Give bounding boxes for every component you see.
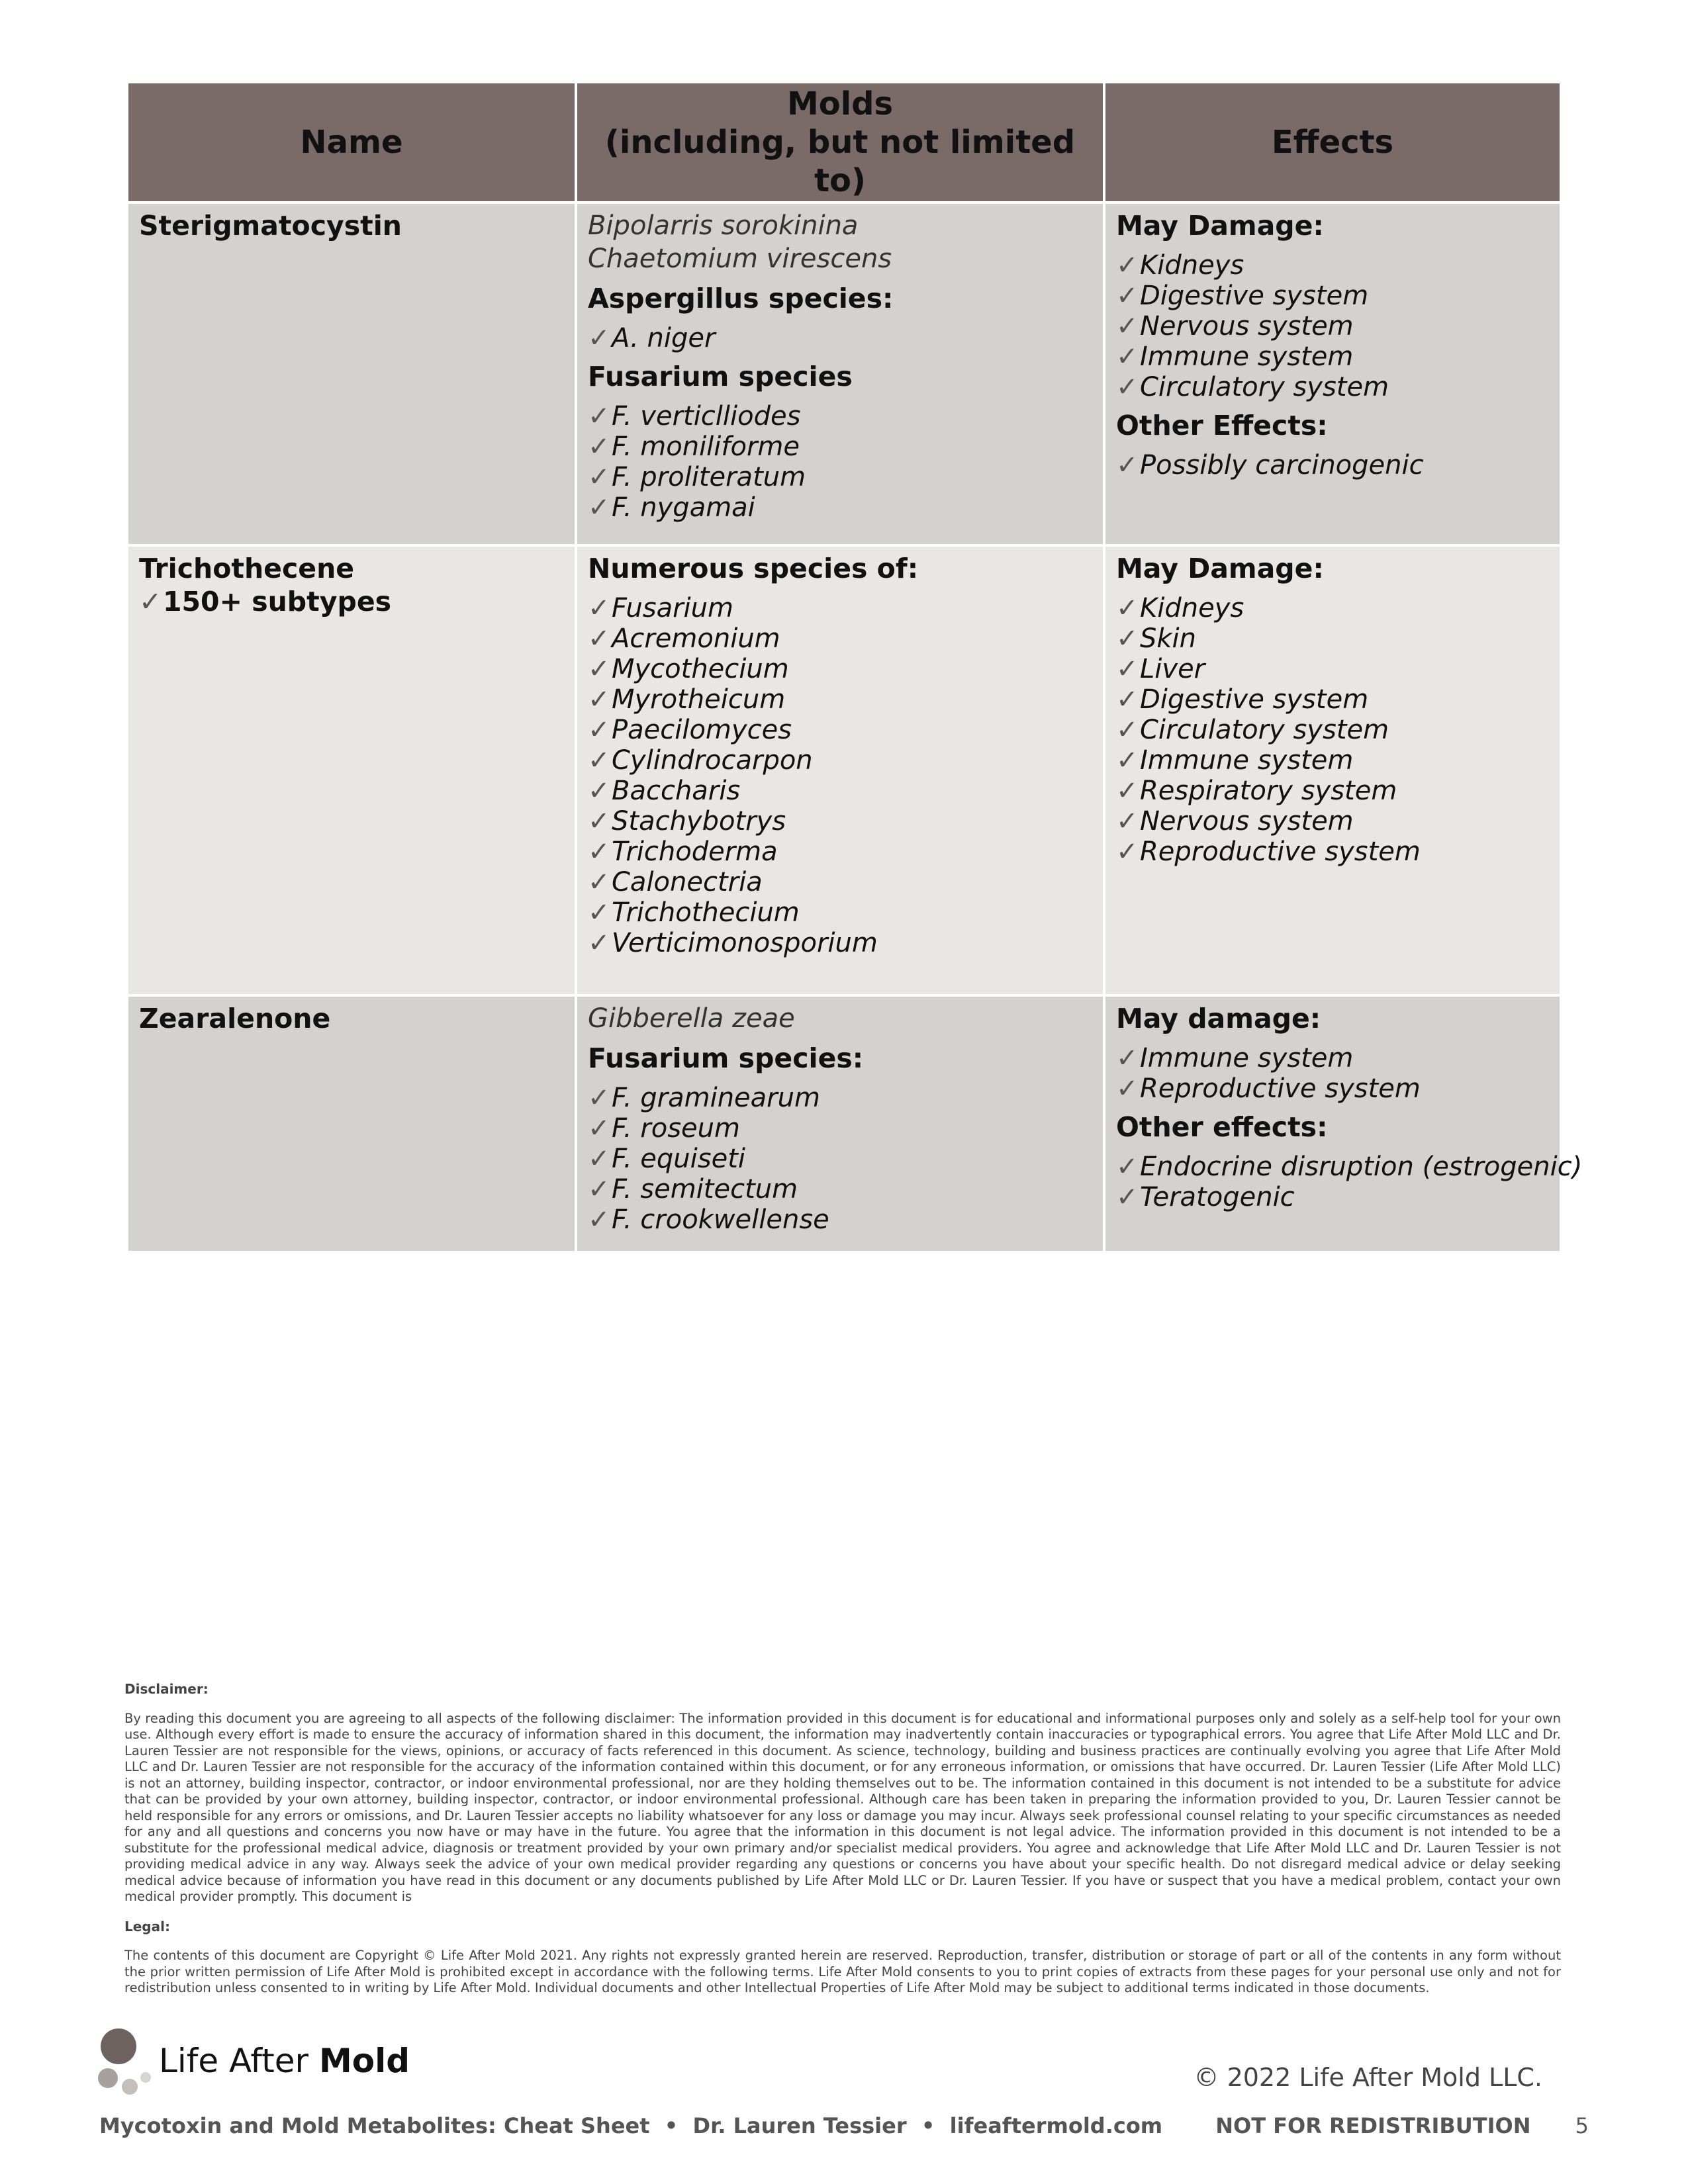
table-header-row — [127, 82, 1561, 203]
page-number: 5 — [1575, 2113, 1589, 2138]
check-icon: ✓ — [588, 593, 610, 623]
check-icon: ✓ — [1116, 1073, 1139, 1104]
check-icon: ✓ — [1116, 715, 1139, 745]
list-item: ✓Digestive system — [1116, 684, 1369, 715]
copyright-notice: © 2022 Life After Mold LLC. — [1194, 2063, 1542, 2092]
mycotoxin-name: Trichothecene — [139, 553, 355, 584]
list-item: ✓Reproductive system — [1116, 837, 1421, 867]
mold-name: Bipolarris sorokinina — [588, 210, 859, 241]
disclaimer-label: Disclaimer: — [124, 1681, 209, 1697]
list-item: ✓F. proliteratum — [588, 462, 806, 492]
check-icon: ✓ — [588, 323, 610, 353]
list-item: ✓Skin — [1116, 623, 1197, 654]
list-item: ✓F. verticlliodes — [588, 401, 801, 432]
check-icon: ✓ — [588, 654, 610, 684]
check-icon: ✓ — [1116, 745, 1139, 776]
group-heading: Numerous species of: — [588, 553, 919, 584]
list-item: ✓Stachybotrys — [588, 806, 786, 837]
redistribution-notice: NOT FOR REDISTRIBUTION — [1215, 2113, 1531, 2138]
cell-name — [127, 545, 576, 995]
mycotoxin-name: Sterigmatocystin — [139, 210, 402, 242]
disclaimer-text: By reading this document you are agreeing to all aspects of the following disclaimer: The information provided in this document is for educational and informational purposes only and solely as a self-help tool for your own use. Although every effort is made to ensure the accuracy of information shared in this document, the information may inadvertently contain inaccuracies or typographical errors. You agree that Life After Mold LLC and Dr. Lauren Tessier are not responsible for the views, opinions, or accuracy of facts referenced in this document. As science, technology, building and business practices are continually evolving you agree that Life After Mold LLC and Dr. Lauren Tessier are not responsible for the accuracy of the information contained within this document, or for any erroneous information, or omissions that have occurred. Dr. Lauren Tessier (Life After Mold LLC) is not an attorney, building inspector, contractor, or indoor environmental professional, nor are they holding themselves out to be. The information contained in this document is not intended to be a substitute for advice that can be provided by your own attorney, building inspector, contractor, or indoor environmental professional. Although care has been taken in preparing the information provided to you, Dr. Lauren Tessier cannot be held responsible for any errors or omissions, and Dr. Lauren Tessier accepts no liability whatsoever for any loss or damage you may incur. Always seek professional counsel relating to your specific circumstances as needed for any and all questions and concerns you now have or may have in the future. You agree that the information in this document is not legal advice. The information provided in this document is not intended to be a substitute for the professional medical advice, diagnosis or treatment provided by your own primary and/or specialist medical providers. You agree and acknowledge that Life After Mold LLC and Dr. Lauren Tessier is not providing medical advice in any way. Always seek the advice of your own medical provider regarding any questions or concerns you have about your specific health. Do not disregard medical advice or delay seeking medical advice because of information you have read in this document or any documents published by Life After Mold LLC or Dr. Lauren Tessier. If you have or suspect that you have a medical problem, contact your own medical provider promptly. This document is — [124, 1710, 1561, 1904]
mold-name: Chaetomium virescens — [588, 244, 892, 274]
mycotoxin-subtypes: ✓150+ subtypes — [139, 586, 392, 617]
logo-dot-icon — [98, 2068, 118, 2088]
mycotoxin-name: Zearalenone — [139, 1003, 331, 1034]
cell-effects — [1104, 545, 1561, 995]
list-item: ✓F. equiseti — [588, 1144, 745, 1174]
footer-credits — [99, 2113, 1162, 2138]
list-item: ✓Fusarium — [588, 593, 733, 623]
group-heading: Other effects: — [1116, 1111, 1328, 1143]
footer-separator: • — [921, 2113, 935, 2138]
footer-author: Dr. Lauren Tessier — [692, 2113, 907, 2138]
check-icon: ✓ — [1116, 1152, 1139, 1182]
header-effects: Effects — [1104, 82, 1561, 203]
brand-wordmark: Life After Mold — [159, 2042, 410, 2080]
table-row — [127, 203, 1561, 545]
check-icon: ✓ — [1116, 341, 1139, 372]
check-icon: ✓ — [588, 715, 610, 745]
list-item: ✓Myrotheicum — [588, 684, 786, 715]
check-icon: ✓ — [139, 586, 162, 617]
list-item: ✓Nervous system — [1116, 806, 1354, 837]
group-heading: May damage: — [1116, 1003, 1321, 1034]
table-row — [127, 995, 1561, 1252]
check-icon: ✓ — [588, 806, 610, 837]
header-name: Name — [127, 82, 576, 203]
list-item: ✓Verticimonosporium — [588, 928, 878, 958]
mycotoxin-table — [126, 81, 1583, 1253]
mold-name: Gibberella zeae — [588, 1003, 795, 1034]
check-icon: ✓ — [588, 1174, 610, 1205]
check-icon: ✓ — [1116, 654, 1139, 684]
list-item: ✓F. crookwellense — [588, 1205, 829, 1235]
list-item: ✓Teratogenic — [1116, 1182, 1295, 1212]
check-list — [588, 1083, 1092, 1235]
check-icon: ✓ — [588, 623, 610, 654]
header-molds — [576, 82, 1104, 203]
group-heading: May Damage: — [1116, 210, 1324, 242]
list-item: ✓F. graminearum — [588, 1083, 820, 1113]
list-item: ✓Immune system — [1116, 745, 1354, 776]
check-icon: ✓ — [588, 492, 610, 523]
table-row — [127, 545, 1561, 995]
list-item: ✓Cylindrocarpon — [588, 745, 813, 776]
header-molds-subtitle: (including, but not limited to) — [604, 124, 1076, 199]
footer-site-link[interactable]: lifeaftermold.com — [949, 2113, 1163, 2138]
group-heading: Fusarium species: — [588, 1042, 864, 1074]
check-icon: ✓ — [588, 1083, 610, 1113]
list-item: ✓Kidneys — [1116, 593, 1244, 623]
list-item: ✓F. roseum — [588, 1113, 740, 1144]
list-item: ✓Nervous system — [1116, 311, 1354, 341]
list-item: ✓Baccharis — [588, 776, 741, 806]
check-icon: ✓ — [1116, 1043, 1139, 1073]
check-list — [1116, 250, 1549, 402]
group-heading: May Damage: — [1116, 553, 1324, 584]
check-icon: ✓ — [588, 776, 610, 806]
list-item: ✓Reproductive system — [1116, 1073, 1421, 1104]
list-item: ✓Digestive system — [1116, 281, 1369, 311]
footer-right — [1215, 2113, 1589, 2138]
list-item: ✓Circulatory system — [1116, 715, 1389, 745]
list-item: ✓Trichothecium — [588, 897, 800, 928]
list-item: ✓F. semitectum — [588, 1174, 798, 1205]
list-item: ✓A. niger — [588, 323, 716, 353]
list-item: ✓Circulatory system — [1116, 372, 1389, 402]
check-icon: ✓ — [588, 1205, 610, 1235]
check-list — [1116, 1152, 1583, 1212]
list-item: ✓Immune system — [1116, 1043, 1354, 1073]
list-item: ✓Immune system — [1116, 341, 1354, 372]
group-heading: Aspergillus species: — [588, 283, 894, 314]
footer-title: Mycotoxin and Mold Metabolites: Cheat Sheet — [99, 2113, 650, 2138]
check-icon: ✓ — [1116, 776, 1139, 806]
cell-name — [127, 203, 576, 545]
page-footer — [99, 2113, 1589, 2146]
list-item: ✓Possibly carcinogenic — [1116, 450, 1424, 480]
check-icon: ✓ — [1116, 684, 1139, 715]
check-list — [588, 323, 1092, 353]
list-item: ✓Liver — [1116, 654, 1205, 684]
check-icon: ✓ — [588, 897, 610, 928]
cell-name — [127, 995, 576, 1252]
logo-dot-icon — [101, 2028, 136, 2064]
check-icon: ✓ — [588, 867, 610, 897]
check-icon: ✓ — [588, 684, 610, 715]
cell-molds — [576, 203, 1104, 545]
check-icon: ✓ — [1116, 623, 1139, 654]
check-icon: ✓ — [588, 745, 610, 776]
list-item: ✓Endocrine disruption (estrogenic) — [1116, 1152, 1583, 1182]
legal-label: Legal: — [124, 1918, 170, 1934]
list-item: ✓F. nygamai — [588, 492, 755, 523]
group-heading: Other Effects: — [1116, 410, 1328, 441]
check-icon: ✓ — [1116, 281, 1139, 311]
list-item: ✓Acremonium — [588, 623, 780, 654]
check-list — [1116, 1043, 1549, 1104]
list-item: ✓Respiratory system — [1116, 776, 1397, 806]
check-icon: ✓ — [1116, 372, 1139, 402]
cell-molds — [576, 545, 1104, 995]
check-icon: ✓ — [588, 462, 610, 492]
check-list — [1116, 450, 1549, 480]
legal-text: The contents of this document are Copyright © Life After Mold 2021. Any rights not expressly granted herein are reserved. Reproduction, transfer, distribution or storage of part or all of the contents in any form without the prior written permission of Life After Mold is prohibited except in accordance with the following terms. Life After Mold consents to you to print copies of extracts from these pages for your personal use only and not for redistribution unless consented to in writing by Life After Mold. Individual documents and other Intellectual Properties of Life After Mold may be subject to additional terms indicated in those documents. — [124, 1948, 1561, 1995]
check-icon: ✓ — [588, 401, 610, 432]
check-icon: ✓ — [1116, 311, 1139, 341]
logo-dot-icon — [140, 2072, 151, 2083]
check-icon: ✓ — [1116, 1182, 1139, 1212]
cell-molds — [576, 995, 1104, 1252]
list-item: ✓F. moniliforme — [588, 432, 800, 462]
check-icon: ✓ — [1116, 250, 1139, 281]
list-item: ✓Paecilomyces — [588, 715, 792, 745]
footer-separator: • — [664, 2113, 679, 2138]
list-item: ✓Mycothecium — [588, 654, 789, 684]
check-icon: ✓ — [588, 432, 610, 462]
check-list — [1116, 593, 1549, 867]
cell-effects — [1104, 995, 1583, 1252]
list-item: ✓Trichoderma — [588, 837, 778, 867]
list-item: ✓Kidneys — [1116, 250, 1244, 281]
check-icon: ✓ — [1116, 593, 1139, 623]
list-item: ✓Calonectria — [588, 867, 763, 897]
header-molds-title: Molds — [786, 85, 894, 122]
group-heading: Fusarium species — [588, 361, 853, 392]
check-icon: ✓ — [588, 928, 610, 958]
check-icon: ✓ — [1116, 837, 1139, 867]
logo-dot-icon — [122, 2079, 138, 2095]
check-icon: ✓ — [588, 1113, 610, 1144]
check-list — [588, 401, 1092, 523]
cell-effects — [1104, 203, 1561, 545]
check-icon: ✓ — [1116, 806, 1139, 837]
disclaimer-section — [124, 1681, 1561, 2010]
check-icon: ✓ — [588, 837, 610, 867]
check-icon: ✓ — [1116, 450, 1139, 480]
check-list — [588, 593, 1092, 958]
check-icon: ✓ — [588, 1144, 610, 1174]
brand-logo — [98, 2028, 410, 2101]
